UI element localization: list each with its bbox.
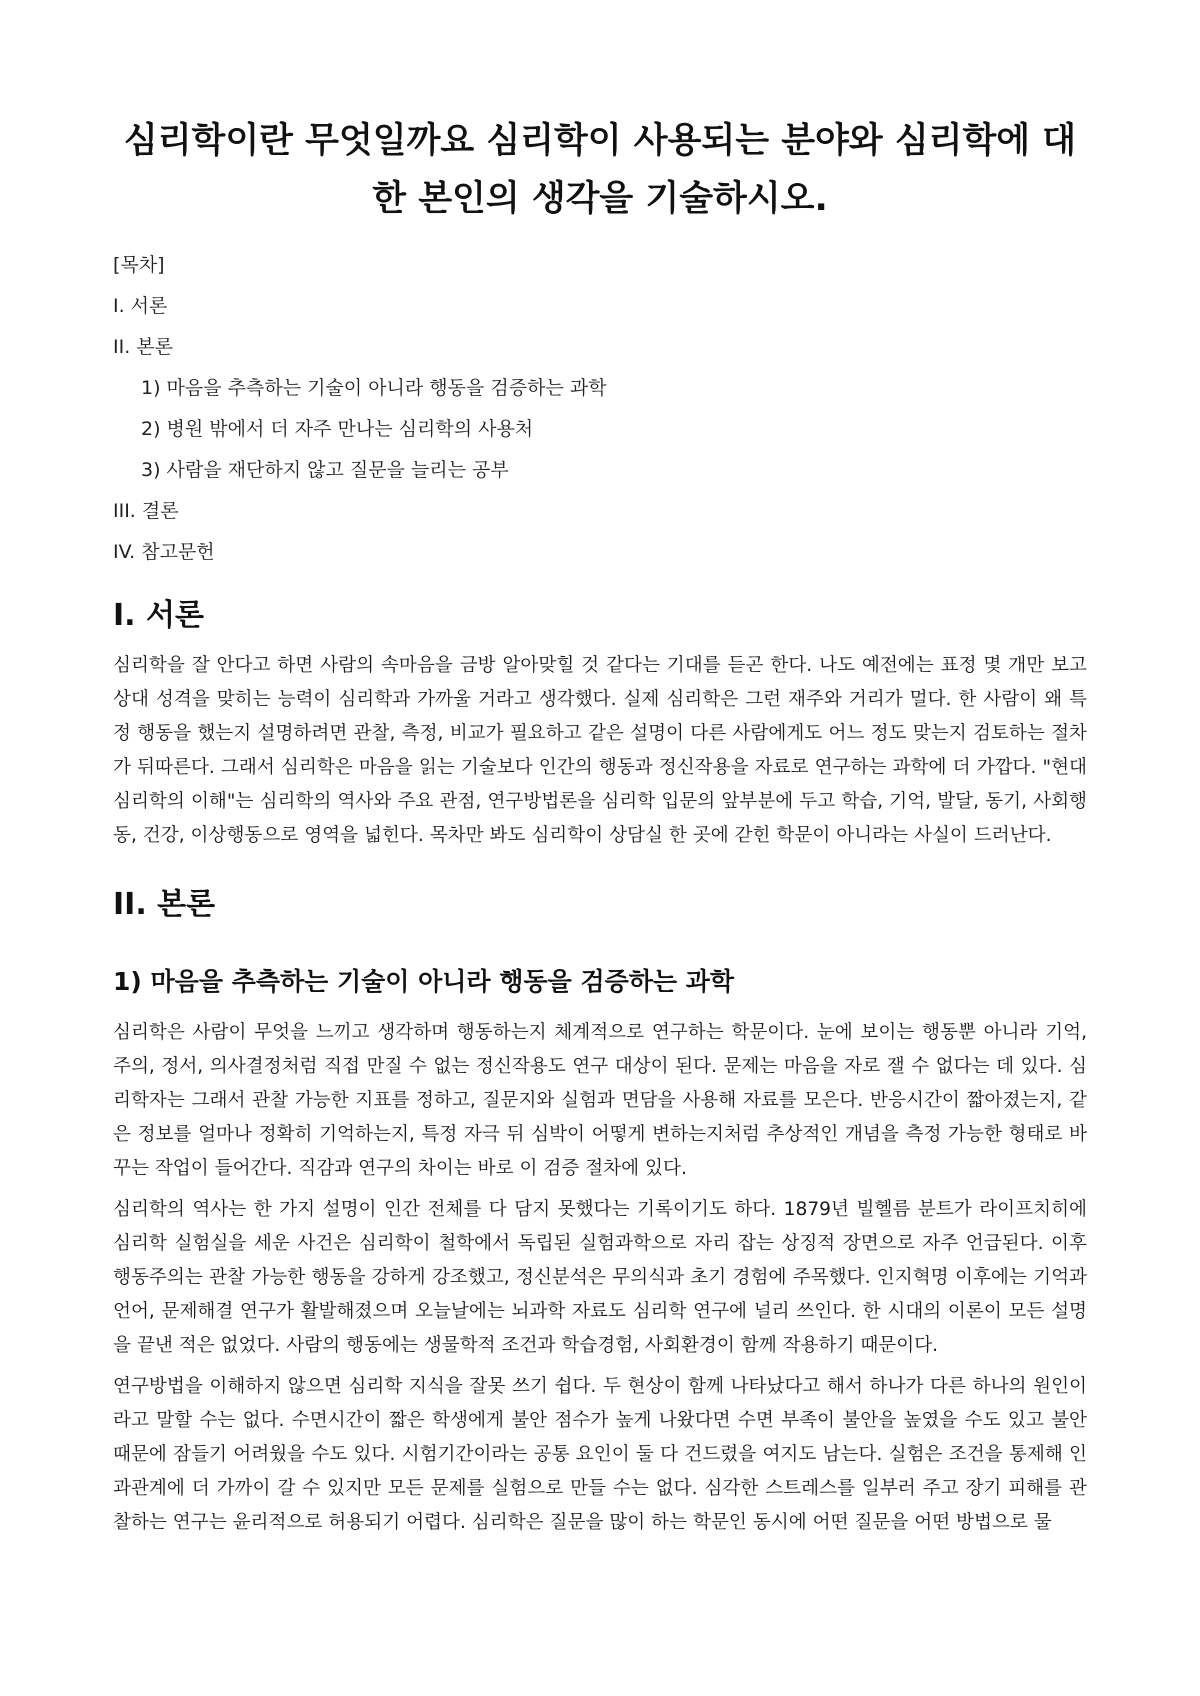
toc-subitem-1: 1) 마음을 추측하는 기술이 아니라 행동을 검증하는 과학	[141, 377, 607, 399]
paragraph: 심리학을 잘 안다고 하면 사람의 속마음을 금방 알아맞힐 것 같다는 기대를 듣곤 한다. 나도 예전에는 표정 몇 개만 보고 상대 성격을 맞히는 능력이 심리학과 가까울 거라고 생각했다. 실제 심리학은 그런 재주와 거리가 멀다. 한 사람이 왜 특정 행동을 했는지 설명하려면 관찰, 측정, 비교가 필요하고 같은 설명이 다른 사람에게도 어느 정도 맞는지 검토하는 절차가 뒤따른다. 그래서 심리학은 마음을 읽는 기술보다 인간의 행동과 정신작용을 자료로 연구하는 과학에 더 가깝다. "현대 심리학의 이해"는 심리학의 역사와 주요 관점, 연구방법론을 심리학 입문의 앞부분에 두고 학습, 기억, 발달, 동기, 사회행동, 건강, 이상행동으로 영역을 넓힌다. 목차만 봐도 심리학이 상담실 한 곳에 갇힌 학문이 아니라는 사실이 드러난다.	[113, 655, 1087, 846]
section-heading: II. 본론	[113, 887, 216, 922]
toc-item-main-body: II. 본론	[113, 336, 173, 358]
toc-item-conclusion: III. 결론	[113, 500, 179, 522]
subsection-1	[113, 964, 1087, 1540]
toc-item-introduction: I. 서론	[113, 295, 168, 317]
table-of-contents	[113, 245, 1087, 573]
paragraph: 심리학은 사람이 무엇을 느끼고 생각하며 행동하는지 체계적으로 연구하는 학문이다. 눈에 보이는 행동뿐 아니라 기억, 주의, 정서, 의사결정처럼 직접 만질 수 없는 정신작용도 연구 대상이 된다. 문제는 마음을 자로 잴 수 없다는 데 있다. 심리학자는 그래서 관찰 가능한 지표를 정하고, 질문지와 실험과 면담을 사용해 자료를 모은다. 반응시간이 짧아졌는지, 같은 정보를 얼마나 정확히 기억하는지, 특정 자극 뒤 심박이 어떻게 변하는지처럼 추상적인 개념을 측정 가능한 형태로 바꾸는 작업이 들어간다. 직감과 연구의 차이는 바로 이 검증 절차에 있다.	[113, 1022, 1087, 1179]
toc-subitem-3: 3) 사람을 재단하지 않고 질문을 늘리는 공부	[141, 459, 509, 481]
section-main-body	[113, 885, 1087, 1540]
toc-item-references: IV. 참고문헌	[113, 541, 215, 563]
toc-label: [목차]	[113, 254, 165, 276]
paragraph: 연구방법을 이해하지 않으면 심리학 지식을 잘못 쓰기 쉽다. 두 현상이 함께 나타났다고 해서 하나가 다른 하나의 원인이라고 말할 수는 없다. 수면시간이 짧은 학생에게 불안 점수가 높게 나왔다면 수면 부족이 불안을 높였을 수도 있고 불안 때문에 잠들기 어려웠을 수도 있다. 시험기간이라는 공통 요인이 둘 다 건드렸을 여지도 남는다. 실험은 조건을 통제해 인과관계에 더 가까이 갈 수 있지만 모든 문제를 실험으로 만들 수는 없다. 심각한 스트레스를 일부러 주고 장기 피해를 관찰하는 연구는 윤리적으로 허용되기 어렵다. 심리학은 질문을 많이 하는 학문인 동시에 어떤 질문을 어떤 방법으로 물	[113, 1376, 1087, 1533]
paragraph: 심리학의 역사는 한 가지 설명이 인간 전체를 다 담지 못했다는 기록이기도 하다. 1879년 빌헬름 분트가 라이프치히에 심리학 실험실을 세운 사건은 심리학이 철학에서 독립된 실험과학으로 자리 잡는 상징적 장면으로 자주 언급된다. 이후 행동주의는 관찰 가능한 행동을 강하게 강조했고, 정신분석은 무의식과 초기 경험에 주목했다. 인지혁명 이후에는 기억과 언어, 문제해결 연구가 활발해졌으며 오늘날에는 뇌과학 자료도 심리학 연구에 널리 쓰인다. 한 시대의 이론이 모든 설명을 끝낸 적은 없었다. 사람의 행동에는 생물학적 조건과 학습경험, 사회환경이 함께 작용하기 때문이다.	[113, 1199, 1087, 1356]
section-heading: I. 서론	[113, 598, 204, 633]
section-introduction	[113, 596, 1087, 853]
subsection-heading: 1) 마음을 추측하는 기술이 아니라 행동을 검증하는 과학	[113, 967, 735, 996]
document-title: 심리학이란 무엇일까요 심리학이 사용되는 분야와 심리학에 대한 본인의 생각을 기술하시오.	[123, 121, 1077, 219]
toc-subitem-2: 2) 병원 밖에서 더 자주 만나는 심리학의 사용처	[141, 418, 534, 440]
